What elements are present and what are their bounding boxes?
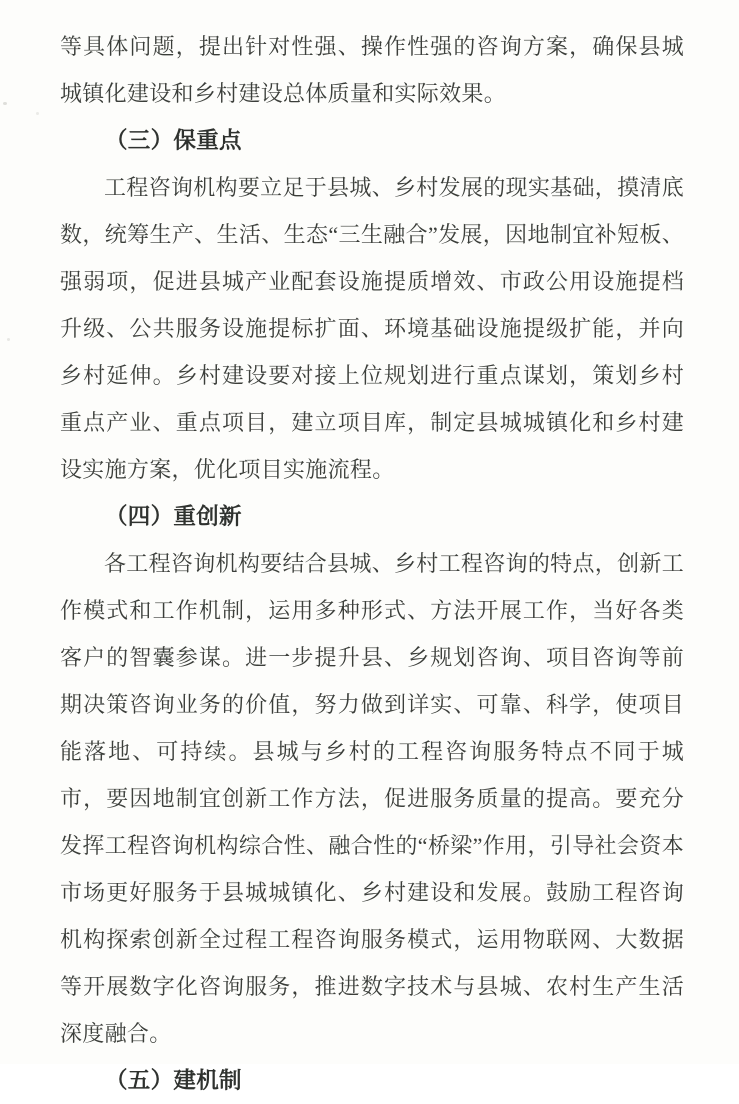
scan-speck bbox=[3, 102, 7, 105]
paragraph-zhongchuangxin-body: 各工程咨询机构要结合县城、乡村工程咨询的特点，创新工作模式和工作机制，运用多种形式、方法开展工作，当好各类客户的智囊参谋。进一步提升县、乡规划咨询、项目咨询等前期决策咨询业务的价值，努力做到详实、可靠、科学，使项目能落地、可持续。县城与乡村的工程咨询服务特点不同于城市，要因地制宜创新工作方法，促进服务质量的提高。要充分发挥工程咨询机构综合性、融合性的“桥梁”作用，引导社会资本市场更好服务于县城城镇化、乡村建设和发展。鼓励工程咨询机构探索创新全过程工程咨询服务模式，运用物联网、大数据等开展数字化咨询服务，推进数字技术与县城、农村生产生活深度融合。 bbox=[60, 551, 684, 1046]
section-heading-baozhongdian: （三）保重点 bbox=[105, 128, 242, 153]
scan-speck bbox=[7, 338, 10, 341]
section-heading-jianjizhi: （五）建机制 bbox=[105, 1068, 242, 1093]
paragraph-baozhongdian-body: 工程咨询机构要立足于县城、乡村发展的现实基础，摸清底数，统筹生产、生活、生态“三生融合”发展，因地制宜补短板、强弱项，促进县城产业配套设施提质增效、市政公用设施提档升级、公共服务设施提标扩面、环境基础设施提级扩能，并向乡村延伸。乡村建设要对接上位规划进行重点谋划，策划乡村重点产业、重点项目，建立项目库，制定县城城镇化和乡村建设实施方案，优化项目实施流程。 bbox=[60, 175, 684, 482]
section-heading-zhongchuangxin: （四）重创新 bbox=[105, 504, 242, 529]
scan-speck bbox=[36, 112, 39, 115]
paragraph-continuation: 等具体问题，提出针对性强、操作性强的咨询方案，确保县城城镇化建设和乡村建设总体质量和实际效果。 bbox=[60, 34, 684, 106]
